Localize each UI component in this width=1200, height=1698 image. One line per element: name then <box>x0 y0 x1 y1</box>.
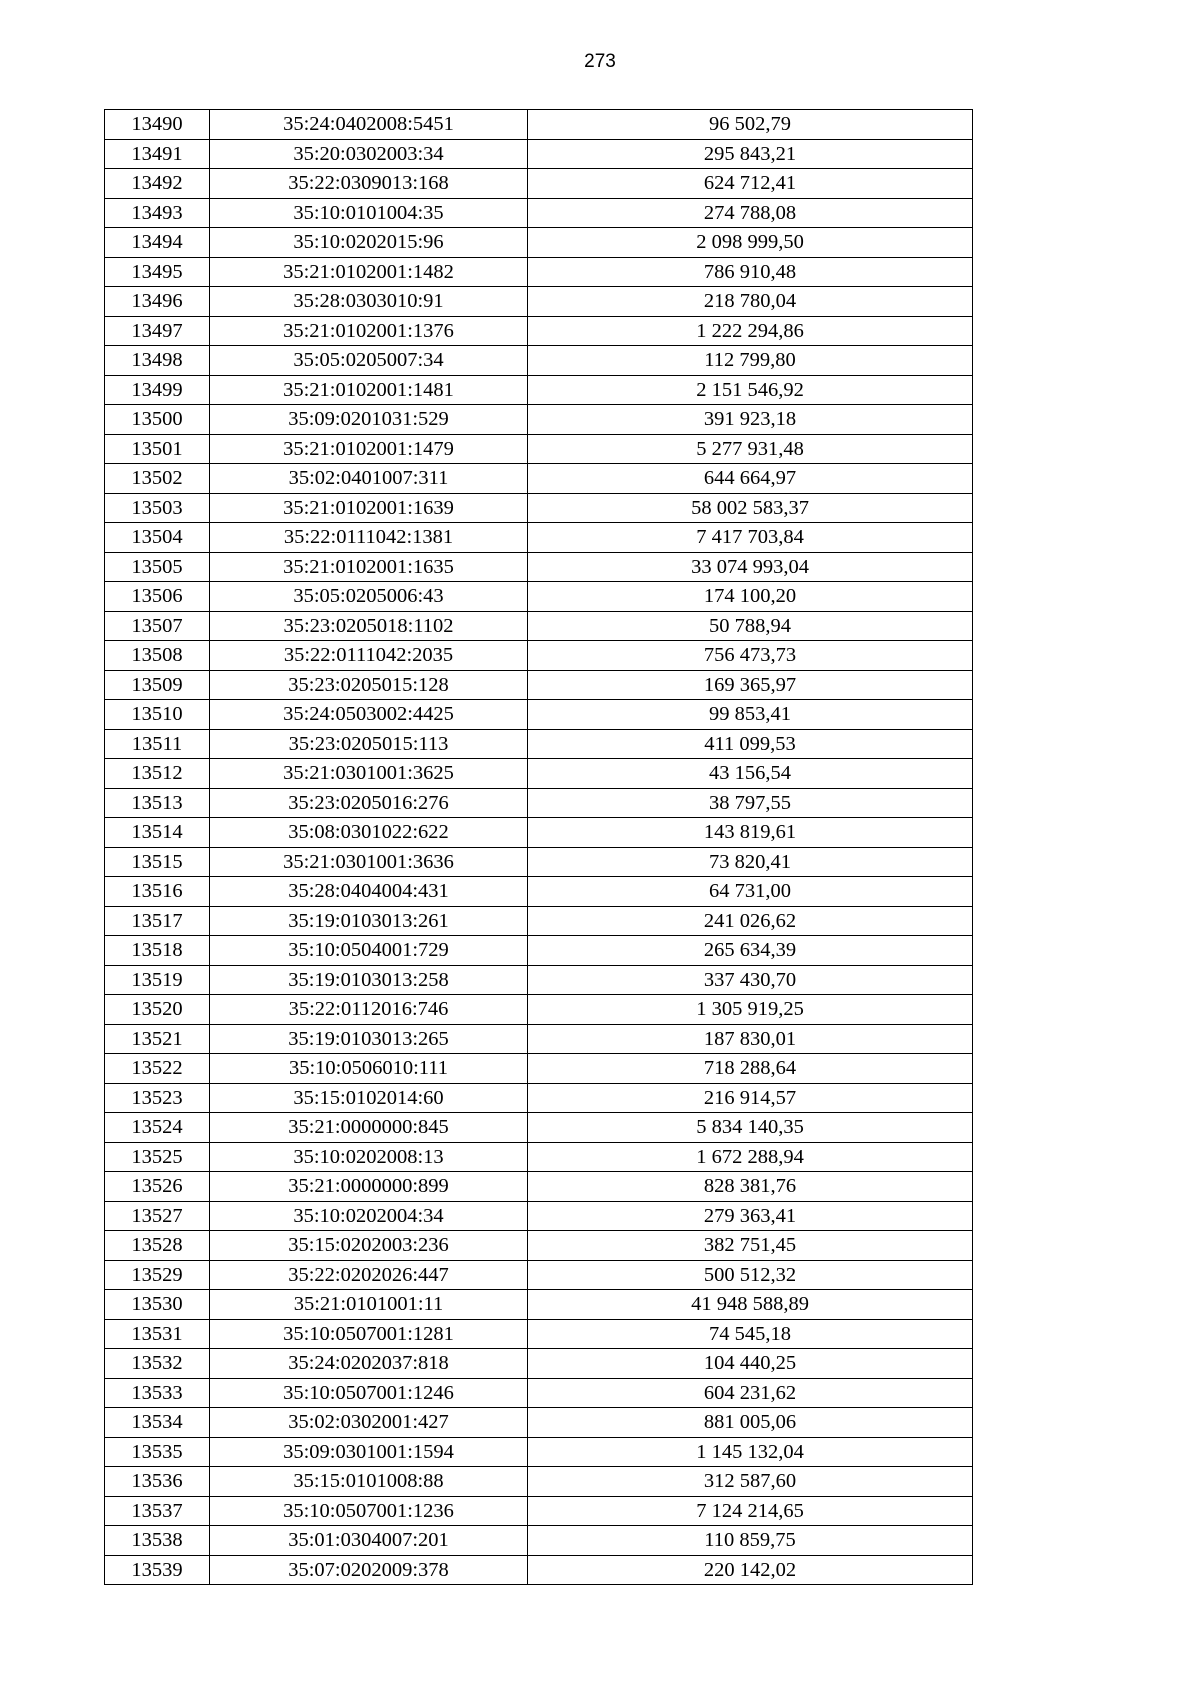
cadastral-value-cell: 2 098 999,50 <box>528 228 973 258</box>
cadastral-number-cell: 35:22:0112016:746 <box>210 995 528 1025</box>
table-row <box>105 257 973 287</box>
table-row <box>105 1319 973 1349</box>
row-number-cell: 13501 <box>105 434 210 464</box>
cadastral-number-cell: 35:02:0302001:427 <box>210 1408 528 1438</box>
cadastral-number-cell: 35:15:0202003:236 <box>210 1231 528 1261</box>
cadastral-number-cell: 35:10:0202015:96 <box>210 228 528 258</box>
cadastral-number-cell: 35:22:0202026:447 <box>210 1260 528 1290</box>
row-number-cell: 13523 <box>105 1083 210 1113</box>
table-row <box>105 110 973 140</box>
cadastral-value-cell: 187 830,01 <box>528 1024 973 1054</box>
table-row <box>105 641 973 671</box>
row-number-cell: 13522 <box>105 1054 210 1084</box>
row-number-cell: 13533 <box>105 1378 210 1408</box>
row-number-cell: 13525 <box>105 1142 210 1172</box>
cadastral-value-cell: 786 910,48 <box>528 257 973 287</box>
cadastral-number-cell: 35:24:0503002:4425 <box>210 700 528 730</box>
table-row <box>105 493 973 523</box>
cadastral-number-cell: 35:23:0205016:276 <box>210 788 528 818</box>
table-row <box>105 287 973 317</box>
table-row <box>105 965 973 995</box>
cadastral-value-cell: 74 545,18 <box>528 1319 973 1349</box>
table-row <box>105 1378 973 1408</box>
row-number-cell: 13497 <box>105 316 210 346</box>
table-row <box>105 1054 973 1084</box>
cadastral-number-cell: 35:22:0111042:1381 <box>210 523 528 553</box>
table-row <box>105 936 973 966</box>
cadastral-value-cell: 1 145 132,04 <box>528 1437 973 1467</box>
table-row <box>105 877 973 907</box>
cadastral-number-cell: 35:15:0102014:60 <box>210 1083 528 1113</box>
table-row <box>105 523 973 553</box>
table-row <box>105 552 973 582</box>
cadastral-number-cell: 35:09:0201031:529 <box>210 405 528 435</box>
row-number-cell: 13519 <box>105 965 210 995</box>
table-row <box>105 995 973 1025</box>
cadastral-value-cell: 241 026,62 <box>528 906 973 936</box>
cadastral-value-cell: 265 634,39 <box>528 936 973 966</box>
cadastral-value-cell: 38 797,55 <box>528 788 973 818</box>
cadastral-number-cell: 35:24:0202037:818 <box>210 1349 528 1379</box>
cadastral-value-cell: 7 124 214,65 <box>528 1496 973 1526</box>
cadastral-value-cell: 279 363,41 <box>528 1201 973 1231</box>
row-number-cell: 13504 <box>105 523 210 553</box>
cadastral-value-cell: 756 473,73 <box>528 641 973 671</box>
cadastral-value-cell: 295 843,21 <box>528 139 973 169</box>
row-number-cell: 13490 <box>105 110 210 140</box>
cadastral-value-cell: 382 751,45 <box>528 1231 973 1261</box>
cadastral-number-cell: 35:24:0402008:5451 <box>210 110 528 140</box>
cadastral-value-cell: 312 587,60 <box>528 1467 973 1497</box>
cadastral-number-cell: 35:23:0205018:1102 <box>210 611 528 641</box>
cadastral-number-cell: 35:07:0202009:378 <box>210 1555 528 1585</box>
cadastral-value-cell: 216 914,57 <box>528 1083 973 1113</box>
row-number-cell: 13500 <box>105 405 210 435</box>
table-row <box>105 169 973 199</box>
cadastral-number-cell: 35:15:0101008:88 <box>210 1467 528 1497</box>
cadastral-number-cell: 35:21:0102001:1639 <box>210 493 528 523</box>
row-number-cell: 13521 <box>105 1024 210 1054</box>
row-number-cell: 13507 <box>105 611 210 641</box>
cadastral-number-cell: 35:09:0301001:1594 <box>210 1437 528 1467</box>
table-row <box>105 1437 973 1467</box>
row-number-cell: 13528 <box>105 1231 210 1261</box>
table-row <box>105 139 973 169</box>
cadastral-number-cell: 35:21:0102001:1479 <box>210 434 528 464</box>
row-number-cell: 13526 <box>105 1172 210 1202</box>
row-number-cell: 13496 <box>105 287 210 317</box>
table-row <box>105 582 973 612</box>
cadastral-number-cell: 35:21:0301001:3625 <box>210 759 528 789</box>
table-row <box>105 670 973 700</box>
row-number-cell: 13537 <box>105 1496 210 1526</box>
cadastral-value-cell: 99 853,41 <box>528 700 973 730</box>
table-row <box>105 847 973 877</box>
cadastral-value-cell: 73 820,41 <box>528 847 973 877</box>
cadastral-number-cell: 35:21:0000000:845 <box>210 1113 528 1143</box>
row-number-cell: 13492 <box>105 169 210 199</box>
cadastral-number-cell: 35:19:0103013:261 <box>210 906 528 936</box>
cadastral-value-cell: 33 074 993,04 <box>528 552 973 582</box>
cadastral-value-cell: 64 731,00 <box>528 877 973 907</box>
table-row <box>105 759 973 789</box>
row-number-cell: 13498 <box>105 346 210 376</box>
cadastral-number-cell: 35:23:0205015:113 <box>210 729 528 759</box>
cadastral-number-cell: 35:05:0205006:43 <box>210 582 528 612</box>
cadastral-number-cell: 35:21:0301001:3636 <box>210 847 528 877</box>
cadastral-number-cell: 35:28:0404004:431 <box>210 877 528 907</box>
table-row <box>105 405 973 435</box>
cadastral-value-cell: 881 005,06 <box>528 1408 973 1438</box>
cadastral-value-cell: 43 156,54 <box>528 759 973 789</box>
row-number-cell: 13531 <box>105 1319 210 1349</box>
row-number-cell: 13511 <box>105 729 210 759</box>
table-row <box>105 1349 973 1379</box>
cadastral-number-cell: 35:22:0309013:168 <box>210 169 528 199</box>
cadastral-number-cell: 35:10:0507001:1236 <box>210 1496 528 1526</box>
cadastral-value-cell: 2 151 546,92 <box>528 375 973 405</box>
row-number-cell: 13532 <box>105 1349 210 1379</box>
cadastral-number-cell: 35:10:0101004:35 <box>210 198 528 228</box>
row-number-cell: 13538 <box>105 1526 210 1556</box>
row-number-cell: 13529 <box>105 1260 210 1290</box>
row-number-cell: 13495 <box>105 257 210 287</box>
row-number-cell: 13503 <box>105 493 210 523</box>
table-row <box>105 1024 973 1054</box>
table-row <box>105 1496 973 1526</box>
table-row <box>105 1555 973 1585</box>
cadastral-number-cell: 35:10:0202008:13 <box>210 1142 528 1172</box>
cadastral-number-cell: 35:10:0507001:1246 <box>210 1378 528 1408</box>
table-row <box>105 228 973 258</box>
table-row <box>105 700 973 730</box>
table-row <box>105 316 973 346</box>
cadastral-value-cell: 96 502,79 <box>528 110 973 140</box>
row-number-cell: 13493 <box>105 198 210 228</box>
row-number-cell: 13512 <box>105 759 210 789</box>
row-number-cell: 13508 <box>105 641 210 671</box>
table-row <box>105 434 973 464</box>
row-number-cell: 13530 <box>105 1290 210 1320</box>
cadastral-value-cell: 169 365,97 <box>528 670 973 700</box>
cadastral-value-cell: 718 288,64 <box>528 1054 973 1084</box>
cadastral-value-cell: 220 142,02 <box>528 1555 973 1585</box>
table-row <box>105 375 973 405</box>
cadastral-value-cell: 5 277 931,48 <box>528 434 973 464</box>
cadastral-value-cell: 41 948 588,89 <box>528 1290 973 1320</box>
cadastral-value-cell: 274 788,08 <box>528 198 973 228</box>
table-row <box>105 464 973 494</box>
cadastral-value-cell: 1 222 294,86 <box>528 316 973 346</box>
cadastral-number-cell: 35:02:0401007:311 <box>210 464 528 494</box>
table-row <box>105 1083 973 1113</box>
table-row <box>105 1142 973 1172</box>
cadastral-number-cell: 35:21:0101001:11 <box>210 1290 528 1320</box>
row-number-cell: 13518 <box>105 936 210 966</box>
cadastral-value-cell: 7 417 703,84 <box>528 523 973 553</box>
table-row <box>105 1172 973 1202</box>
cadastral-number-cell: 35:23:0205015:128 <box>210 670 528 700</box>
cadastral-number-cell: 35:10:0202004:34 <box>210 1201 528 1231</box>
cadastral-number-cell: 35:21:0102001:1481 <box>210 375 528 405</box>
row-number-cell: 13506 <box>105 582 210 612</box>
row-number-cell: 13509 <box>105 670 210 700</box>
table-row <box>105 198 973 228</box>
cadastral-value-cell: 624 712,41 <box>528 169 973 199</box>
cadastral-value-cell: 5 834 140,35 <box>528 1113 973 1143</box>
cadastral-number-cell: 35:20:0302003:34 <box>210 139 528 169</box>
row-number-cell: 13539 <box>105 1555 210 1585</box>
row-number-cell: 13502 <box>105 464 210 494</box>
row-number-cell: 13515 <box>105 847 210 877</box>
cadastral-number-cell: 35:19:0103013:265 <box>210 1024 528 1054</box>
row-number-cell: 13520 <box>105 995 210 1025</box>
cadastral-value-cell: 1 672 288,94 <box>528 1142 973 1172</box>
cadastral-number-cell: 35:10:0506010:111 <box>210 1054 528 1084</box>
cadastral-number-cell: 35:21:0102001:1482 <box>210 257 528 287</box>
table-row <box>105 1290 973 1320</box>
table-body <box>105 110 973 1585</box>
cadastral-value-cell: 1 305 919,25 <box>528 995 973 1025</box>
cadastral-value-cell: 50 788,94 <box>528 611 973 641</box>
row-number-cell: 13516 <box>105 877 210 907</box>
row-number-cell: 13514 <box>105 818 210 848</box>
cadastral-number-cell: 35:28:0303010:91 <box>210 287 528 317</box>
cadastral-number-cell: 35:19:0103013:258 <box>210 965 528 995</box>
row-number-cell: 13499 <box>105 375 210 405</box>
table-row <box>105 1231 973 1261</box>
row-number-cell: 13510 <box>105 700 210 730</box>
cadastral-number-cell: 35:22:0111042:2035 <box>210 641 528 671</box>
cadastral-value-cell: 143 819,61 <box>528 818 973 848</box>
row-number-cell: 13534 <box>105 1408 210 1438</box>
cadastral-number-cell: 35:08:0301022:622 <box>210 818 528 848</box>
table-row <box>105 346 973 376</box>
cadastral-value-cell: 604 231,62 <box>528 1378 973 1408</box>
cadastral-value-cell: 391 923,18 <box>528 405 973 435</box>
table-row <box>105 818 973 848</box>
cadastral-number-cell: 35:01:0304007:201 <box>210 1526 528 1556</box>
page-number: 273 <box>584 51 616 72</box>
row-number-cell: 13517 <box>105 906 210 936</box>
row-number-cell: 13494 <box>105 228 210 258</box>
cadastral-number-cell: 35:05:0205007:34 <box>210 346 528 376</box>
row-number-cell: 13491 <box>105 139 210 169</box>
cadastral-value-table <box>104 109 973 1585</box>
table-row <box>105 1408 973 1438</box>
cadastral-value-cell: 828 381,76 <box>528 1172 973 1202</box>
cadastral-value-cell: 411 099,53 <box>528 729 973 759</box>
cadastral-value-cell: 337 430,70 <box>528 965 973 995</box>
table-row <box>105 1201 973 1231</box>
cadastral-value-cell: 110 859,75 <box>528 1526 973 1556</box>
cadastral-number-cell: 35:10:0507001:1281 <box>210 1319 528 1349</box>
table-row <box>105 1260 973 1290</box>
cadastral-number-cell: 35:21:0102001:1635 <box>210 552 528 582</box>
cadastral-value-cell: 644 664,97 <box>528 464 973 494</box>
table-row <box>105 1467 973 1497</box>
cadastral-value-cell: 218 780,04 <box>528 287 973 317</box>
row-number-cell: 13536 <box>105 1467 210 1497</box>
table-row <box>105 1113 973 1143</box>
cadastral-value-cell: 112 799,80 <box>528 346 973 376</box>
row-number-cell: 13524 <box>105 1113 210 1143</box>
row-number-cell: 13505 <box>105 552 210 582</box>
cadastral-value-cell: 58 002 583,37 <box>528 493 973 523</box>
cadastral-number-cell: 35:21:0000000:899 <box>210 1172 528 1202</box>
cadastral-number-cell: 35:21:0102001:1376 <box>210 316 528 346</box>
row-number-cell: 13535 <box>105 1437 210 1467</box>
cadastral-value-cell: 104 440,25 <box>528 1349 973 1379</box>
row-number-cell: 13527 <box>105 1201 210 1231</box>
table-row <box>105 788 973 818</box>
row-number-cell: 13513 <box>105 788 210 818</box>
table-row <box>105 611 973 641</box>
table-row <box>105 906 973 936</box>
cadastral-number-cell: 35:10:0504001:729 <box>210 936 528 966</box>
cadastral-value-cell: 500 512,32 <box>528 1260 973 1290</box>
table-row <box>105 1526 973 1556</box>
table-row <box>105 729 973 759</box>
cadastral-value-cell: 174 100,20 <box>528 582 973 612</box>
